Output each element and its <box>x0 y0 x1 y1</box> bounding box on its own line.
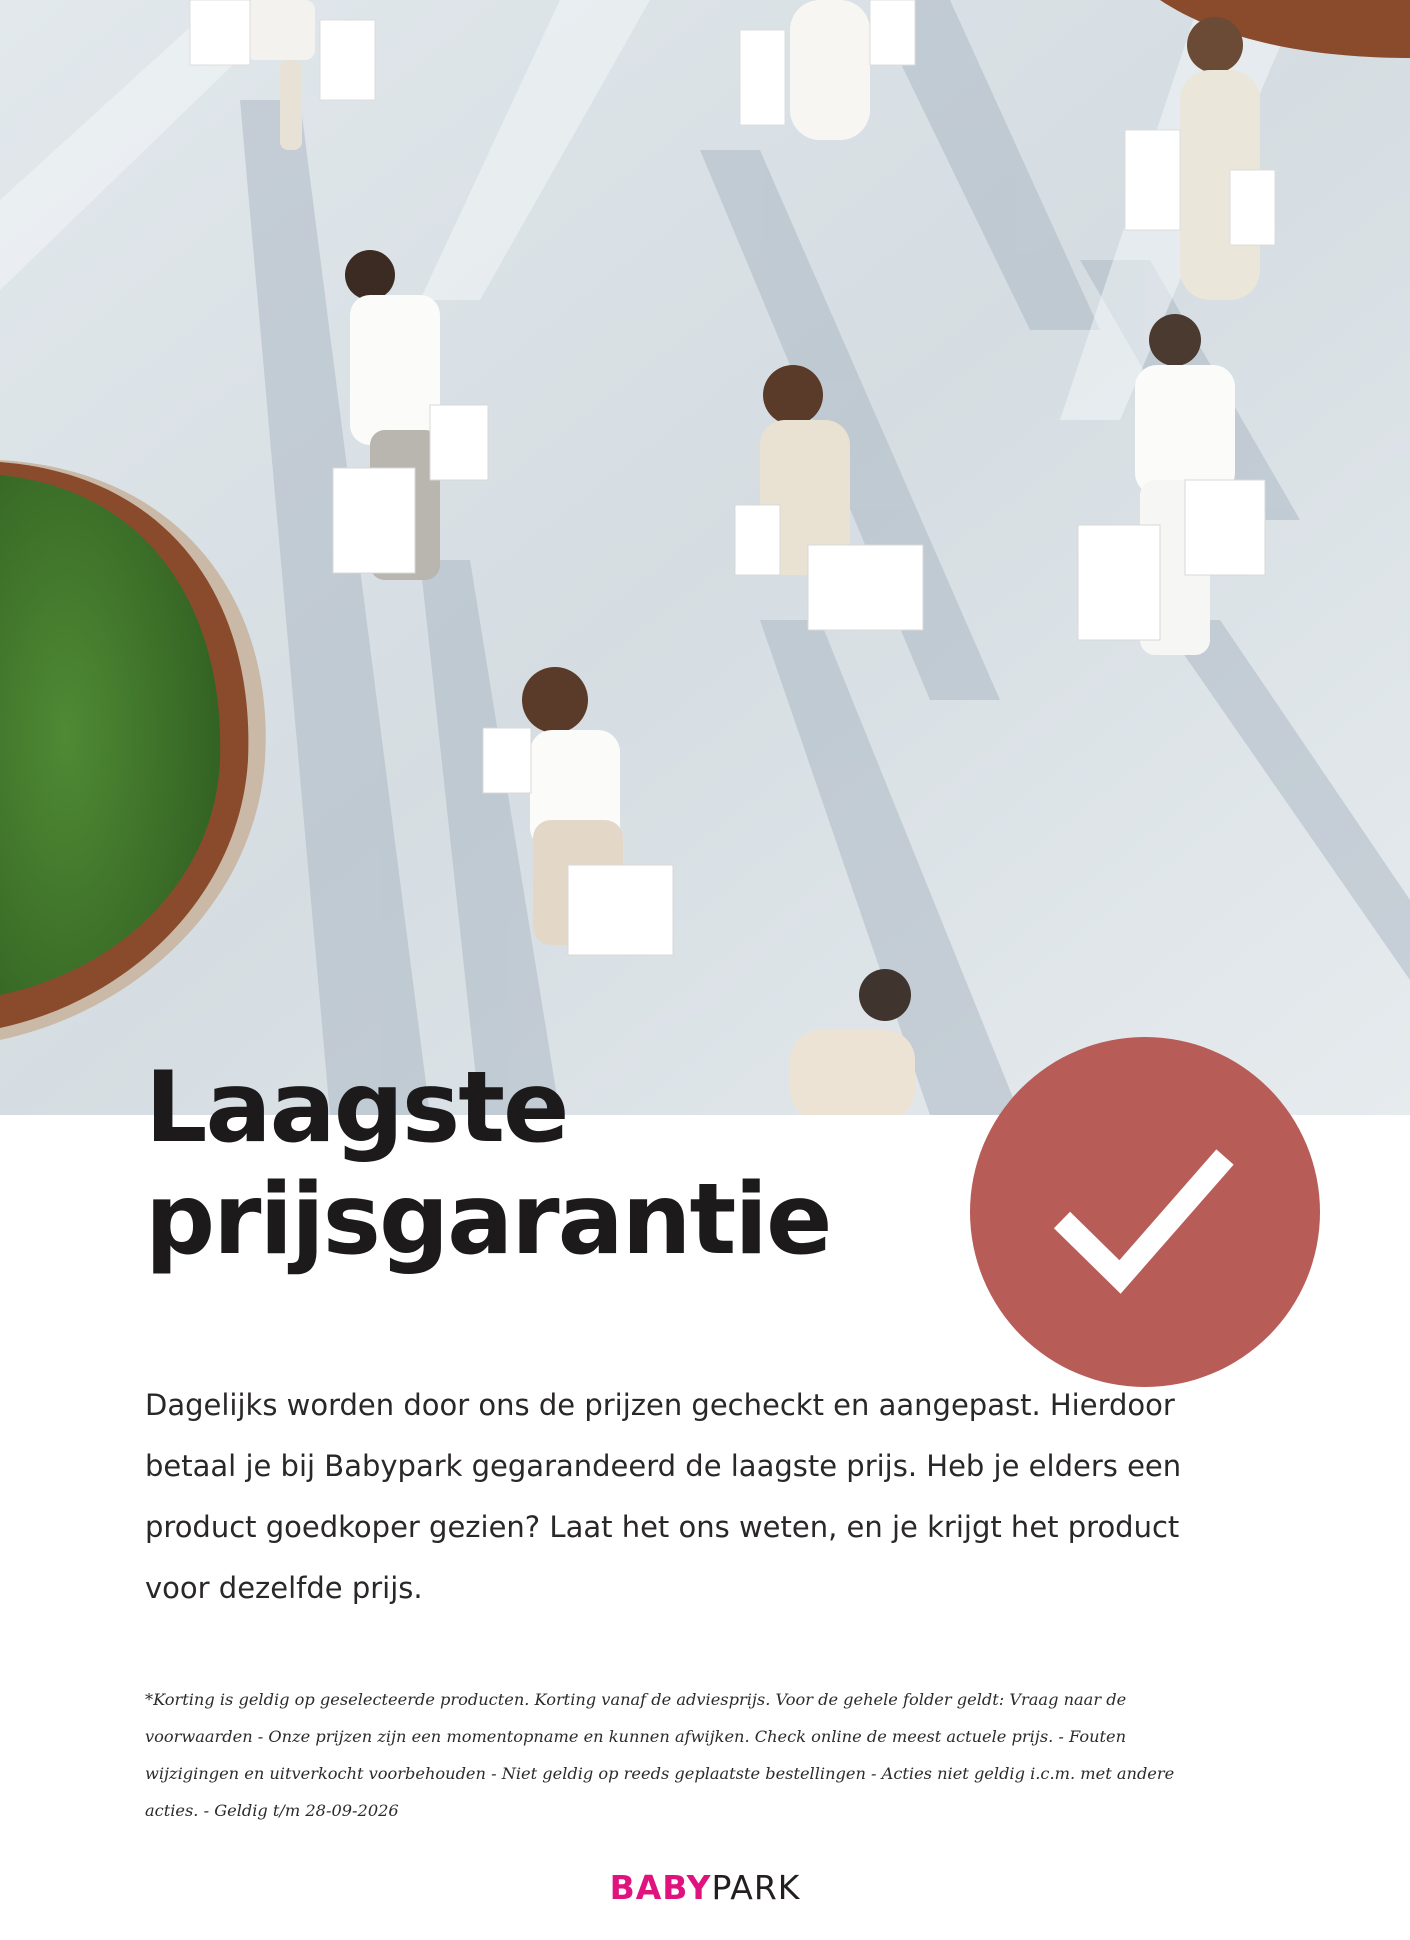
checkmark-badge <box>970 1037 1320 1387</box>
babypark-logo <box>555 1868 855 1908</box>
checkmark-icon <box>970 1037 1320 1387</box>
headline-line-2: prijsgarantie <box>145 1163 831 1277</box>
headline-line-1: Laagste <box>145 1051 568 1165</box>
logo-part-park: PARK <box>711 1868 801 1907</box>
disclaimer-text: *Korting is geldig op geselecteerde producten. Korting vanaf de adviesprijs. Voor de gehele folder geldt: Vraag naar de voorwaarden - Onze prijzen zijn een momentopname en kunnen afwijken. Check online de meest actuele prijs. - Fouten wijzigingen en uitverkocht voorbehouden - Niet geldig op reeds geplaatste bestellingen - Acties niet geldig i.c.m. met andere acties. - Geldig t/m 28-09-2026 <box>145 1690 1175 1820</box>
logo-part-baby: BABY <box>609 1868 712 1907</box>
page-title <box>145 1052 830 1276</box>
body-text: Dagelijks worden door ons de prijzen gecheckt en aangepast. Hierdoor betaal je bij Babypark gegarandeerd de laagste prijs. Heb je elders een product goedkoper gezien? Laat het ons weten, en je krijgt het product voor dezelfde prijs. <box>145 1388 1182 1605</box>
